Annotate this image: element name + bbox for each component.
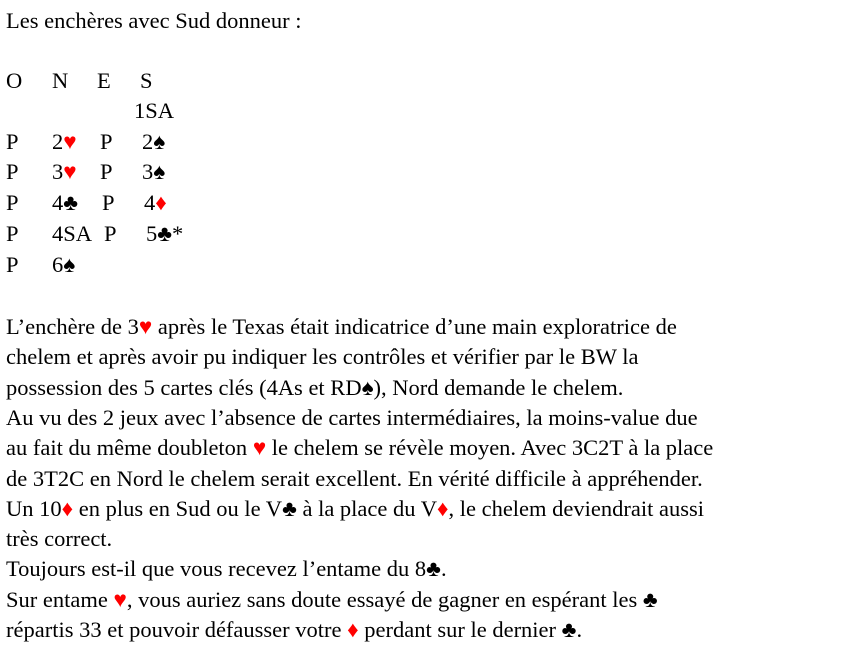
bid-cell	[104, 219, 117, 249]
text-run: 5	[146, 221, 158, 246]
bid-cell	[144, 188, 167, 218]
text-run: 1SA	[134, 98, 175, 123]
diamond-suit-icon: ♦	[155, 190, 167, 215]
text-run: chelem et après avoir pu indiquer les contrôles et vérifier par le BW la	[6, 344, 639, 370]
bid-cell	[102, 188, 115, 218]
text-run: .	[440, 556, 447, 582]
text-run: 2	[52, 129, 64, 154]
diamond-suit-icon: ♦	[61, 495, 74, 521]
bidding-header-o: O	[6, 68, 23, 93]
text-run: P	[6, 190, 19, 215]
club-suit-icon: ♣	[282, 495, 297, 521]
club-suit-icon: ♣	[157, 221, 173, 246]
text-run: , le chelem deviendrait aussi	[448, 495, 704, 521]
text-run: L’enchère de 3	[6, 314, 139, 339]
text-run: répartis 33 et pouvoir défausser votre	[6, 617, 348, 642]
diamond-suit-icon: ♦	[436, 495, 449, 521]
heart-suit-icon: ♥	[63, 159, 77, 184]
bid-cell	[52, 188, 78, 218]
bid-cell	[6, 250, 19, 280]
text-run: P	[6, 252, 19, 277]
bidding-header-s: S	[140, 68, 153, 93]
spade-suit-icon: ♠	[63, 252, 76, 277]
spade-suit-icon: ♠	[153, 159, 166, 184]
bid-cell	[52, 219, 92, 249]
text-run: 4	[144, 190, 156, 215]
paragraph-line	[6, 312, 677, 342]
club-suit-icon: ♣	[426, 556, 441, 582]
text-run: 6	[52, 252, 64, 277]
paragraph-line	[6, 554, 447, 584]
paragraph-line	[6, 585, 658, 615]
bid-cell	[6, 219, 19, 249]
text-run: possession des 5 cartes clés (4As et RD	[6, 374, 362, 400]
paragraph-line	[6, 464, 703, 494]
bid-cell	[142, 127, 165, 157]
heart-suit-icon: ♥	[113, 586, 127, 612]
text-run: Au vu des 2 jeux avec l’absence de cartes intermédiaires, la moins-value due	[6, 404, 698, 430]
heart-suit-icon: ♥	[63, 129, 77, 154]
club-suit-icon: ♣	[642, 586, 658, 612]
diamond-suit-icon: ♦	[347, 617, 359, 642]
bid-cell	[100, 157, 113, 187]
bid-cell	[100, 127, 113, 157]
text-run: ), Nord demande le chelem.	[373, 374, 624, 400]
text-run: Un 10	[6, 495, 62, 521]
text-run: 4	[52, 190, 64, 215]
text-run: Toujours est-il que vous recevez l’entame du 8	[6, 556, 427, 582]
text-run: .	[576, 617, 583, 642]
bid-cell	[134, 96, 174, 126]
text-run: perdant sur le dernier	[358, 617, 562, 642]
paragraph-line	[6, 342, 638, 372]
text-run: au fait du même doubleton	[6, 435, 253, 461]
club-suit-icon: ♣	[63, 190, 79, 215]
paragraph-line	[6, 433, 713, 463]
text-run: *	[172, 221, 184, 246]
bid-cell	[52, 250, 75, 280]
bid-cell	[6, 157, 19, 187]
text-run: à la place du V	[296, 495, 437, 521]
text-run: 3	[52, 159, 64, 184]
text-run: P	[104, 221, 117, 246]
heart-suit-icon: ♥	[138, 314, 153, 339]
bid-cell	[146, 219, 183, 249]
club-suit-icon: ♣	[561, 617, 577, 642]
bidding-header-n: N	[52, 68, 69, 93]
paragraph-line	[6, 615, 582, 645]
text-run: P	[100, 159, 113, 184]
text-run: , vous auriez sans doute essayé de gagner en espérant les	[126, 586, 643, 612]
text-run: le chelem se révèle moyen. Avec 3C2T à la place	[266, 435, 714, 461]
text-run: 4SA	[52, 221, 93, 246]
text-run: 3	[142, 159, 154, 184]
text-run: Sur entame	[6, 586, 114, 612]
intro-line: Les enchères avec Sud donneur :	[6, 8, 302, 33]
text-run: très correct.	[6, 526, 113, 552]
bid-cell	[6, 188, 19, 218]
spade-suit-icon: ♠	[361, 374, 374, 400]
text-run: en plus en Sud ou le V	[73, 495, 283, 521]
bid-cell	[6, 127, 19, 157]
paragraph-line	[6, 403, 698, 433]
bid-cell	[142, 157, 165, 187]
bid-cell	[52, 157, 77, 187]
bid-cell	[52, 127, 77, 157]
paragraph-line	[6, 373, 623, 403]
text-run: après le Texas était indicatrice d’une main exploratrice de	[152, 314, 677, 339]
text-run: P	[102, 190, 115, 215]
heart-suit-icon: ♥	[252, 435, 267, 461]
text-run: P	[6, 129, 19, 154]
text-run: P	[100, 129, 113, 154]
text-run: de 3T2C en Nord le chelem serait excellent. En vérité difficile à appréhender.	[6, 465, 703, 491]
text-run: P	[6, 159, 19, 184]
paragraph-line	[6, 524, 112, 554]
bidding-header-e: E	[97, 68, 111, 93]
spade-suit-icon: ♠	[153, 129, 166, 154]
text-run: P	[6, 221, 19, 246]
text-run: 2	[142, 129, 154, 154]
paragraph-line	[6, 494, 704, 524]
